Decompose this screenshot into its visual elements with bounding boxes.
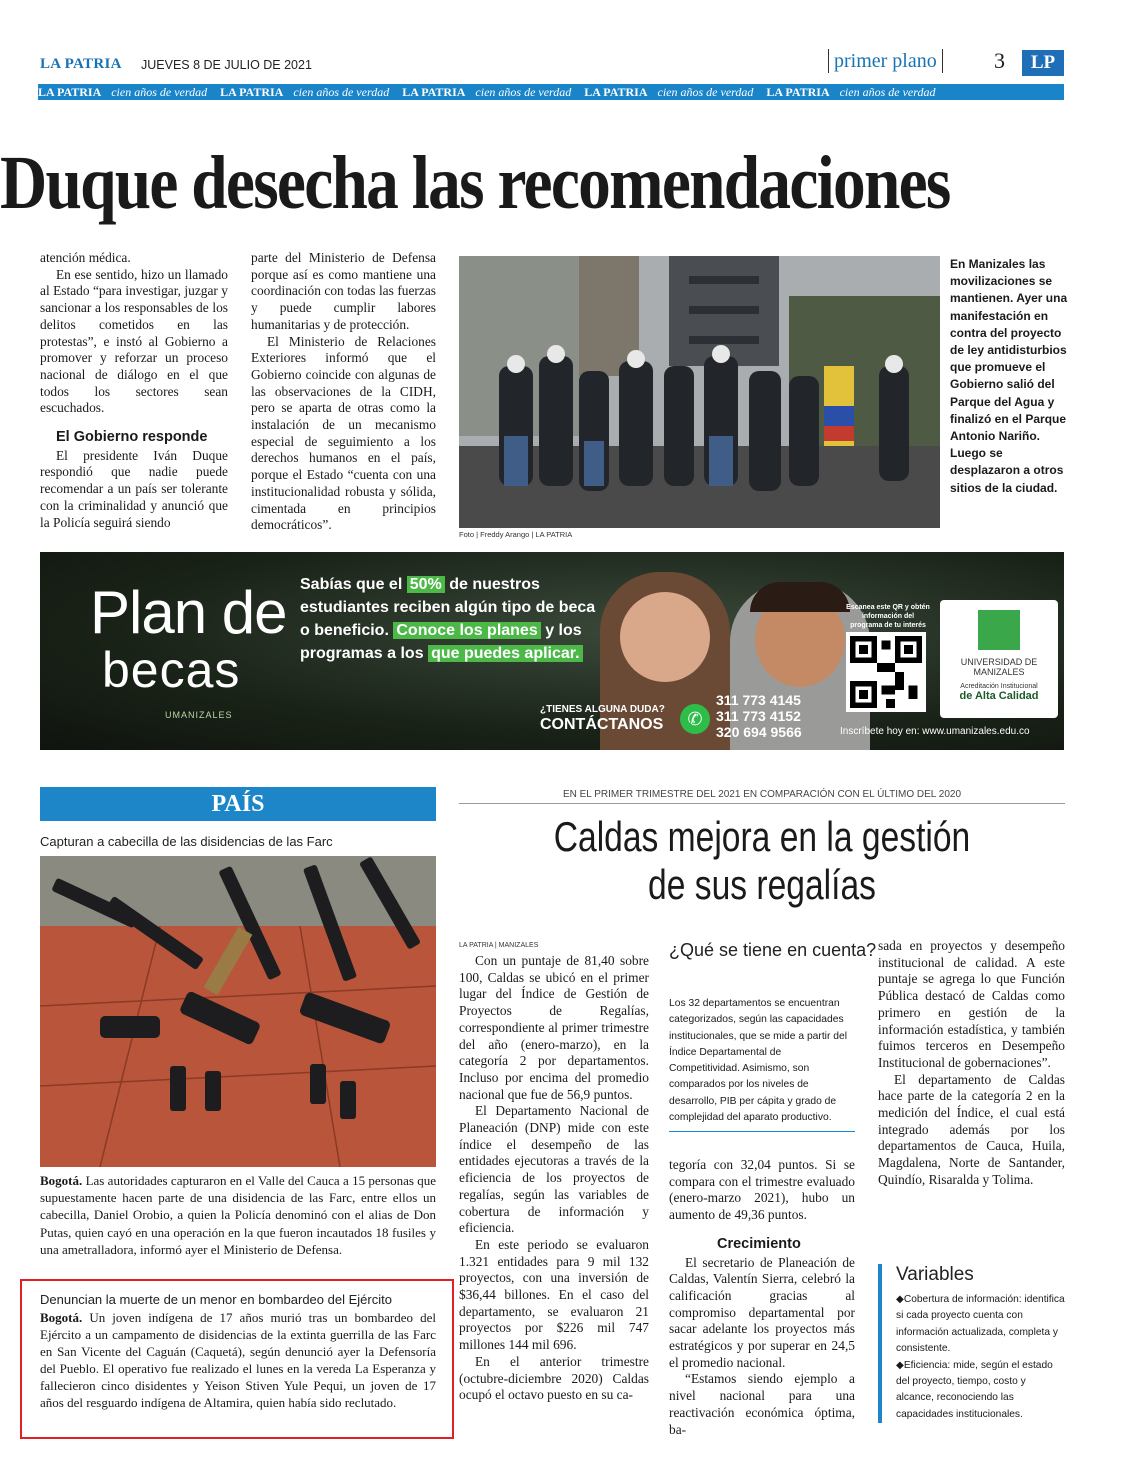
- protest-photo: [459, 256, 940, 528]
- paragraph: El secretario de Planeación de Caldas, Valentín Sierra, celebró la calificación gracias al compromiso departamental por sacar adelante los proyectos más estratégicos y por superar en 24,5 el promedio nacional.: [669, 1254, 855, 1370]
- masthead-brand: LA PATRIA: [40, 56, 122, 72]
- brief-text: Un joven indígena de 17 años murió tras un bombardeo del Ejército a un campamento de disidencias de la extinta guerrilla de las Farc en San Vicente del Caguán (Caquetá), según denunció ayer la Defensoría del Pueblo. El operativo fue realizado el lunes en la vereda La Esperanza y fallecieron cinco disidentes y Yeison Stiven Yule Pequi, un joven de 17 años del resguardo indígena de Altamira, quien había sido reclutado.: [40, 1310, 436, 1410]
- story-column-b: [669, 1157, 855, 1438]
- ad-question: ¿TIENES ALGUNA DUDA?: [540, 704, 665, 715]
- ad-copy: [300, 573, 600, 665]
- variables-heading: Variables: [896, 1264, 974, 1285]
- issue-date: JUEVES 8 DE JULIO DE 2021: [141, 58, 312, 72]
- ad-brand-sub: UMANIZALES: [165, 710, 233, 720]
- paragraph: El presidente Iván Duque respondió que nadie puede recomendar a un país ser tolerante con la criminalidad y anunció que la Policía seguirá siendo: [40, 447, 228, 530]
- ad-highlight-2: que puedes aplicar.: [428, 645, 583, 662]
- section-bar-pais: PAÍS: [40, 787, 436, 821]
- subheading: Crecimiento: [717, 1235, 801, 1252]
- ribbon-tagline: cien años de verdad: [839, 85, 936, 99]
- main-headline: Duque desecha las recomendaciones: [0, 141, 950, 225]
- phone-number: 311 773 4145: [716, 692, 801, 708]
- tagline-ribbon: [38, 84, 1064, 100]
- paragraph: El Ministerio de Relaciones Exteriores informó que el Gobierno coincide con algunas de las observaciones de la CIDH, pero se aparta de otras como la instalación de un mecanismo especial de seguimiento a los derechos humanos en el país, porque el Estado “cuenta con una institucionalidad robusta y sólida, cimentada en principios democráticos”.: [251, 333, 436, 533]
- brief-title: Denuncian la muerte de un menor en bombardeo del Ejército: [40, 1292, 392, 1307]
- ribbon-brand: LA PATRIA: [220, 85, 284, 99]
- ad-contact[interactable]: CONTÁCTANOS: [540, 716, 664, 733]
- brief-body: [40, 1309, 436, 1411]
- phone-number: 311 773 4152: [716, 708, 801, 724]
- paragraph: En ese sentido, hizo un llamado al Estado “para investigar, juzgar y sancionar a los responsables de los delitos cometidos en las protestas”, e instó al Gobierno a promover y reforzar un proceso nacional de diálogo en el que todos los sectores sean escuchados.: [40, 266, 228, 416]
- story-headline: [520, 813, 1005, 909]
- variable-item: ◆Eficiencia: mide, según el estado del proyecto, tiempo, costo y alcance, reconociendo las capacidades institucionales.: [896, 1359, 1053, 1420]
- paragraph: “Estamos siendo ejemplo a nivel nacional para una reactivación económica óptima, ba-: [669, 1371, 855, 1437]
- ribbon-brand: LA PATRIA: [402, 85, 466, 99]
- paragraph: El Departamento Nacional de Planeación (DNP) mide con este índice el desempeño de las entidades ejecutoras a través de la eficiencia de los proyectos de regalías, según las variables de cobertura de información y eficiencia.: [459, 1103, 649, 1236]
- brief-body: [40, 1172, 436, 1258]
- qr-code-icon[interactable]: [846, 632, 926, 712]
- ribbon-tagline: cien años de verdad: [657, 85, 754, 99]
- lp-logo: LP: [1022, 50, 1064, 76]
- ad-percent: 50%: [407, 576, 445, 593]
- headline-line: de sus regalías: [648, 861, 876, 908]
- variables-box: [878, 1264, 1065, 1423]
- byline: LA PATRIA | MANIZALES: [459, 942, 539, 949]
- dateline: Bogotá.: [40, 1310, 83, 1325]
- ad-phones[interactable]: [716, 692, 802, 740]
- brief-text: Las autoridades capturaron en el Valle del Cauca a 15 personas que supuestamente hacen parte de una disidencia de las Farc, entre ellos un cabecilla, Daniel Orobio, a quien la Policía denominó con el alias de Don Putas, quien cayó en una operación en la que fueron incautados 18 fusiles y una ametralladora, informó ayer el Ministerio de Defensa.: [40, 1173, 436, 1257]
- brief-title: Capturan a cabecilla de las disidencias de las Farc: [40, 834, 333, 849]
- dateline: Bogotá.: [40, 1173, 83, 1188]
- story-column-c: [878, 938, 1065, 1189]
- sidebar-heading: ¿Qué se tiene en cuenta?: [669, 940, 877, 960]
- ribbon-brand: LA PATRIA: [38, 85, 102, 99]
- story-column-2: [251, 250, 436, 534]
- ad-copy-c: y los programas a los: [300, 622, 582, 662]
- ad-qr-instructions: Escanea este QR y obtén información del programa de tu interés: [846, 604, 930, 629]
- ad-title-line2: becas: [102, 642, 241, 698]
- ribbon-brand: LA PATRIA: [766, 85, 830, 99]
- story-column-a: [459, 953, 649, 1404]
- photo-credit: Foto | Freddy Arango | LA PATRIA: [459, 530, 573, 539]
- variable-item: ◆Cobertura de información: identifica si cada proyecto cuenta con información actualizada, completa y consistente.: [896, 1294, 1065, 1355]
- university-logo-icon: [978, 610, 1020, 650]
- phone-number: 320 694 9566: [716, 724, 802, 740]
- paragraph: tegoría con 32,04 puntos. Si se compara con el trimestre evaluado (enero-marzo 2021), hubo un aumento de 49,36 puntos.: [669, 1157, 855, 1223]
- ribbon-tagline: cien años de verdad: [475, 85, 572, 99]
- ad-website[interactable]: Inscríbete hoy en: www.umanizales.edu.co: [840, 726, 1030, 737]
- paragraph: Con un puntaje de 81,40 sobre 100, Caldas se ubicó en el primer lugar del Índice de Gestión de Proyectos de Regalías, correspondiente al primer trimestre del año (enero-marzo), en la categoría 2 por departamentos. Incluso por encima del promedio nacional que fue de 56,9 puntos.: [459, 953, 649, 1102]
- paragraph: atención médica.: [40, 250, 131, 265]
- story-column-1: [40, 250, 228, 531]
- story-kicker: EN EL PRIMER TRIMESTRE DEL 2021 EN COMPARACIÓN CON EL ÚLTIMO DEL 2020: [459, 789, 1065, 804]
- page-number: 3: [994, 48, 1005, 73]
- ad-copy-b: de nuestros estudiantes reciben algún tipo de beca o beneficio.: [300, 576, 596, 639]
- section-tag: primer plano: [828, 49, 943, 73]
- photo-caption: En Manizales las movilizaciones se mantienen. Ayer una manifestación en contra del proyecto de ley antidisturbios que promueve el Gobierno salió del Parque del Agua y finalizó en el Parque Antonio Nariño. Luego se desplazaron a otros sitios de la ciudad.: [950, 257, 1068, 495]
- paragraph: En el anterior trimestre (octubre-diciembre 2020) Caldas ocupó el octavo puesto en su ca-: [459, 1353, 649, 1403]
- paragraph: sada en proyectos y desempeño institucional de calidad. A este puntaje se agrega lo que Función Pública destacó de Caldas como primero en gestión de la información estadística, y también fuimos terceros en Desempeño Institucional de gobernaciones”.: [878, 938, 1065, 1070]
- paragraph: parte del Ministerio de Defensa porque así es como mantiene una coordinación con todas las fuerzas y puede cumplir labores humanitarias y de protección.: [251, 250, 436, 332]
- sidebar-text: Los 32 departamentos se encuentran categorizados, según las capacidades institucionales, que se mide a partir del Índice Departamental de Competitividad. Asimismo, son comparados por los niveles de desarrollo, PIB per cápita y grado de complejidad del aparato productivo.: [669, 998, 848, 1124]
- paragraph: En este periodo se evaluaron 1.321 entidades para 9 mil 132 proyectos, con una inversión de $36,44 billones. En el caso del departamento, se evaluaron 21 proyectos por $226 mil 747 millones 144 mil 696.: [459, 1236, 649, 1353]
- headline-line: Caldas mejora en la gestión: [553, 813, 971, 860]
- ribbon-tagline: cien años de verdad: [111, 85, 208, 99]
- accreditation-label: Acreditación Institucional: [960, 683, 1038, 690]
- ad-copy-a: Sabías que el: [300, 576, 403, 593]
- whatsapp-icon[interactable]: ✆: [680, 704, 710, 734]
- subheading: El Gobierno responde: [56, 429, 208, 446]
- paragraph: El departamento de Caldas hace parte de la categoría 2 en la medición del Índice, el cual está integrado además por los departamentos de Cauca, Huila, Magdalena, Norte de Santander, Quindío, Risaralda y Tolima.: [878, 1071, 1065, 1187]
- accreditation-level: de Alta Calidad: [959, 690, 1039, 702]
- university-name: UNIVERSIDAD DE MANIZALES: [960, 657, 1038, 677]
- ad-highlight-1: Conoce los planes: [393, 622, 540, 639]
- seized-weapons-photo: [40, 856, 436, 1167]
- ribbon-brand: LA PATRIA: [584, 85, 648, 99]
- ribbon-tagline: cien años de verdad: [293, 85, 390, 99]
- ad-title-line1: Plan de: [90, 579, 287, 646]
